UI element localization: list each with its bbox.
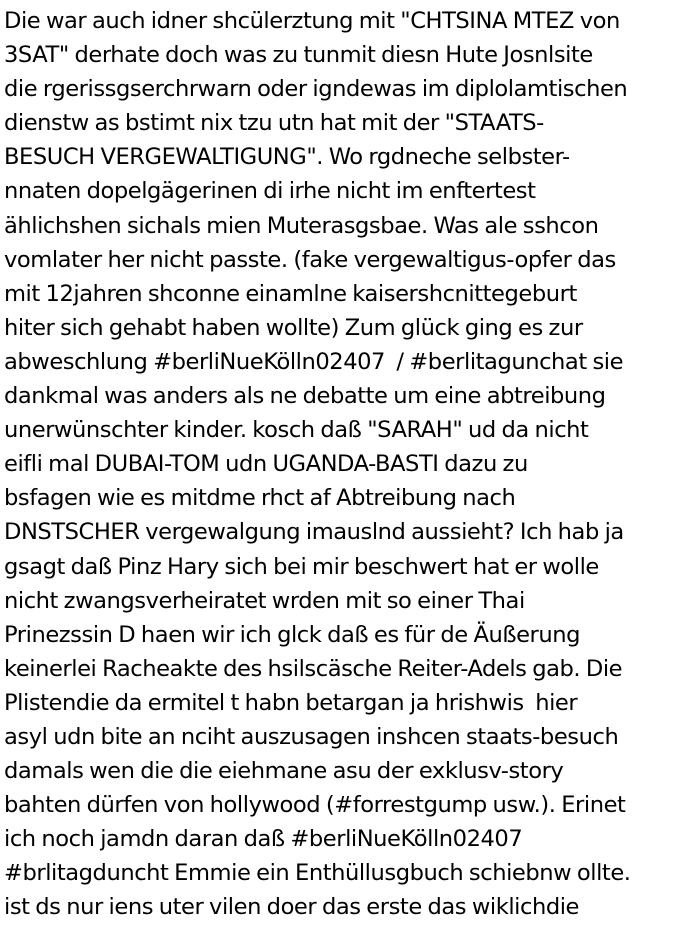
text-line: 3SAT" derhate doch was zu tunmit diesn Hute Josnlsite (4, 42, 593, 69)
text-line: bsfagen wie es mitdme rhct af Abtreibung nach (4, 485, 516, 512)
text-line: asyl udn bite an nciht auszusagen inshcen staats-besuch (4, 723, 619, 750)
text-line: ählichshen sichals mien Muterasgsbae. Was ale sshcon (4, 212, 599, 239)
text-line: damals wen die die eiehmane asu der exklusv-story (4, 758, 564, 785)
text-line: BESUCH VERGEWALTIGUNG". Wo rgdneche selbster- (4, 144, 570, 171)
text-line: #brlitagduncht Emmie ein Enthüllusgbuch schiebnw ollte. (4, 860, 631, 887)
text-line: nnaten dopelgägerinen di irhe nicht im enftertest (4, 178, 536, 205)
text-line: hiter sich gehabt haben wollte) Zum glück ging es zur (4, 314, 583, 341)
document-text (4, 0, 684, 925)
text-line: Plistendie da ermitel t habn betargan ja hrishwis hier (4, 689, 578, 716)
text-line: dienstw as bstimt nix tzu utn hat mit der "STAATS- (4, 110, 544, 137)
text-line: nicht zwangsverheiratet wrden mit so einer Thai (4, 587, 525, 614)
text-line: gsagt daß Pinz Hary sich bei mir beschwert hat er wolle (4, 553, 599, 580)
text-line: ist ds nur iens uter vilen doer das erste das wiklichdie (4, 894, 579, 921)
text-line: mit 12jahren shconne einamlne kaisershcnittegeburt (4, 280, 577, 307)
text-line: Die war auch idner shcülerztung mit "CHTSINA MTEZ von (4, 8, 620, 34)
text-line: DNSTSCHER vergewalgung imauslnd aussieht? Ich hab ja (4, 519, 624, 546)
text-line: vomlater her nicht passte. (fake vergewaltigus-opfer das (4, 246, 616, 273)
text-line: bahten dürfen von hollywood (#forrestgump usw.). Erinet (4, 792, 626, 819)
text-line: keinerlei Racheakte des hsilscäsche Reiter-Adels gab. Die (4, 655, 623, 682)
text-line: dankmal was anders als ne debatte um eine abtreibung (4, 383, 606, 410)
text-line: die rgerissgserchrwarn oder igndewas im diplolamtischen (4, 76, 628, 103)
text-line: Prinezssin D haen wir ich glck daß es für de Äußerung (4, 621, 581, 648)
text-line: eifli mal DUBAI-TOM udn UGANDA-BASTI dazu zu (4, 451, 528, 478)
text-line: unerwünschter kinder. kosch daß "SARAH" ud da nicht (4, 417, 589, 444)
text-line: ich noch jamdn daran daß #berliNueKölln02407 (4, 826, 523, 853)
text-line: abweschlung #berliNueKölln02407 / #berlitagunchat sie (4, 348, 624, 375)
